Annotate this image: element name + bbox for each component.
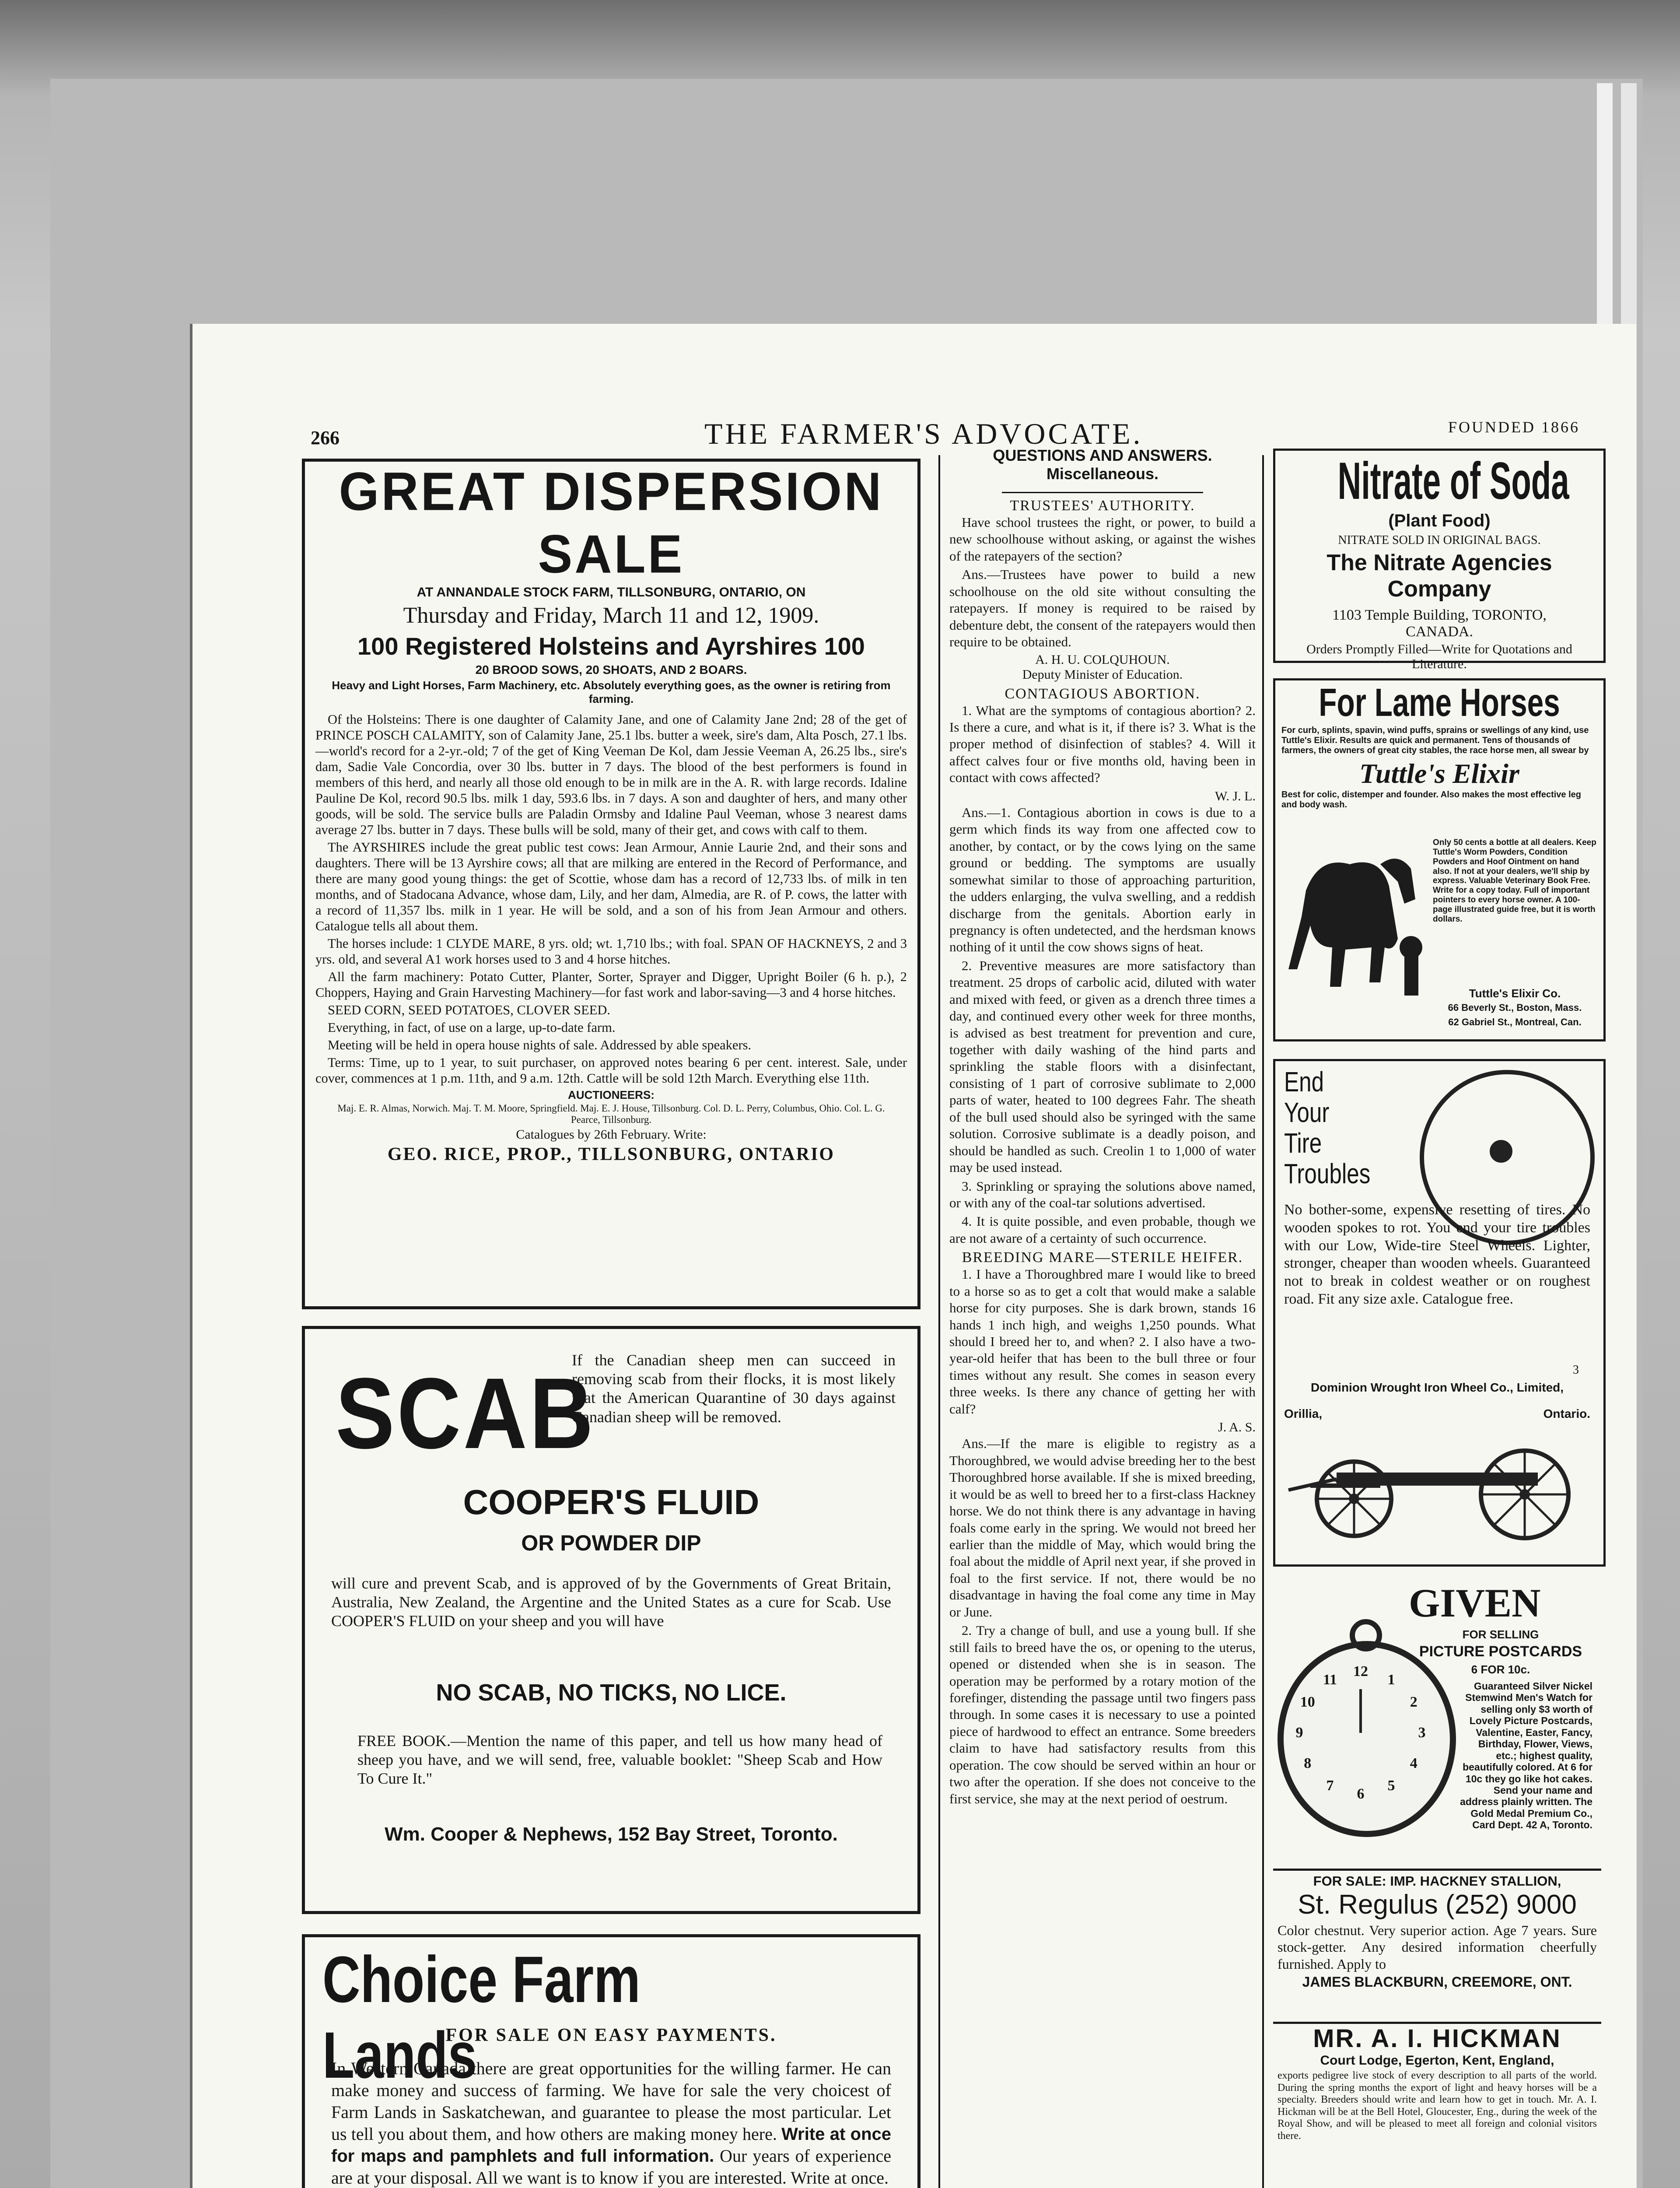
tuttle-brand: Tuttle's Elixir [1359, 758, 1519, 789]
coopers-fluid: COOPER'S FLUID [463, 1483, 760, 1522]
hickman-ad [1273, 2022, 1601, 2188]
newspaper-title: THE FARMER'S ADVOCATE. [704, 417, 1143, 450]
scab-ad [302, 1326, 920, 1914]
tire-body: No bother-some, expensive resetting of tires. No wooden spokes to rot. You end your tire troubles with our Low, Wide-tire Steel Wheels. Lighter, stronger, cheaper than wooden wheels. Guaranteed not to break in coldest weather or on roughest road. Fit any size axle. Catalogue free. [1284, 1202, 1590, 1307]
given-postcards: PICTURE POSTCARDS [1419, 1643, 1582, 1660]
watch-numeral: 6 [1357, 1786, 1365, 1802]
watch-numeral: 8 [1304, 1755, 1312, 1771]
tire-title-4: Troubles [1284, 1158, 1371, 1189]
watch-numeral: 10 [1300, 1694, 1315, 1710]
abortion-answer-2: 2. Preventive measures are more satisfactory than treatment. 25 drops of carbolic acid, diluted with water and mixed with feed, or given as a drench three times a day, and continued every other week for three months, is advised as best treatment for prevention and cure, together with daily washing of the hind parts and sprinkling the stable floors with a disinfectant, consisting of 1 part of corrosive sublimate to 2,000 parts of water, heated to 100 degrees Fahr. The sheath of the bull used should also be syringed with the same solution. Corrosive sublimate is a deadly poison, and should be handled as such. Creolin 1 to 1,000 of water may be used instead. [949, 957, 1256, 1175]
watch-numeral: 2 [1410, 1694, 1418, 1710]
given-body: Guaranteed Silver Nickel Stemwind Men's Watch for selling only $3 worth of Lovely Picture Postcards, Valentine, Easter, Fancy, Birthday, Flower, Views, etc.; highest quality, beautifully colored. At 6 for 10c they go like hot cakes. Send your name and address plainly written. The Gold Medal Premium Co., Card Dept. 42 A, Toronto. [1460, 1680, 1592, 1831]
nitrate-orders: Orders Promptly Filled—Write for Quotations and Literature. [1306, 642, 1572, 671]
abortion-answer-4: 4. It is quite possible, and even probable, though we are not aware of a certainty of such occurrence. [949, 1213, 1256, 1246]
qa-column [949, 446, 1256, 1809]
stallion-body: Color chestnut. Very superior action. Age 7 years. Sure stock-getter. Any desired information cheerfully furnished. Apply to [1278, 1922, 1597, 1972]
abortion-answer-3: 3. Sprinkling or spraying the solutions above named, or with any of the coal-tar solutions advertised. [949, 1178, 1256, 1210]
trustees-signature-title: Deputy Minister of Education. [1022, 667, 1183, 682]
horse-illustration [1280, 838, 1428, 1004]
dispersion-title: GREAT DISPERSION SALE [339, 461, 884, 585]
breeding-question: 1. I have a Thoroughbred mare I would like to breed to a horse so as to get a colt that would make a salable horse for city purposes. She is dark brown, stands 16 hands 1 inch high, and weighs 1,250 pounds. What should I breed her to, and when? 2. I also have a two-year-old heifer that has been to the bull three or four times without any result. She comes in season every three weeks. Is there any chance of getting her with calf? [949, 1266, 1256, 1417]
founded-date: FOUNDED 1866 [1448, 418, 1580, 436]
column-rule [938, 455, 940, 2188]
hickman-place: Court Lodge, Egerton, Kent, England, [1320, 2053, 1554, 2068]
dispersion-signature: GEO. RICE, PROP., TILLSONBURG, ONTARIO [387, 1144, 835, 1164]
abortion-heading: CONTAGIOUS ABORTION. [1004, 685, 1200, 702]
catalogues-note: Catalogues by 26th February. Write: [516, 1127, 707, 1142]
dispersion-machinery: All the farm machinery: Potato Cutter, Planter, Sorter, Sprayer and Digger, Upright Boiler (6 h. p.), 2 Choppers, Haying and Grain Harvesting Machinery—for fast work and labor-saving—3 and 4 horse hitches. [315, 969, 907, 1000]
farm-lands-subtitle: FOR SALE ON EASY PAYMENTS. [445, 2025, 777, 2045]
dispersion-everything: Everything, in fact, of use on a large, up-to-date farm. [328, 1020, 616, 1035]
nitrate-sold: NITRATE SOLD IN ORIGINAL BAGS. [1338, 533, 1541, 547]
tuttle-company: Tuttle's Elixir Co. [1469, 987, 1561, 1000]
tuttle-lead: For curb, splints, spavin, wind puffs, sprains or swellings of any kind, use Tuttle's Elixir. Results are quick and permanent. Tens of thousands of farmers, the owners of great city stables, the race horse men, all swear by [1281, 726, 1589, 755]
nitrate-address: 1103 Temple Building, TORONTO, CANADA. [1332, 607, 1547, 640]
tire-company: Dominion Wrought Iron Wheel Co., Limited, [1310, 1381, 1564, 1394]
hickman-body: exports pedigree live stock of every description to all parts of the world. During the spring months the export of light and heavy horses will be a specialty. Breeders should write and learn how to get in touch. Mr. A. I. Hickman will be at the Bell Hotel, Gloucester, Eng., during the week of the Royal Show, and will be pleased to meet all foreign and colonial visitors there. [1278, 2070, 1597, 2142]
watch-numeral: 5 [1387, 1778, 1395, 1794]
tuttle-address-1: 66 Beverly St., Boston, Mass. [1448, 1002, 1582, 1013]
steel-wheel-ad [1273, 1059, 1606, 1567]
dispersion-holsteins: Of the Holsteins: There is one daughter of Calamity Jane, and one of Calamity Jane 2nd; 28 of the get of PRINCE POSCH CALAMITY, son of Calamity Jane, 25.1 lbs. butter a week, sire's dam, Alta Posch, 27.1 lbs.—world's record for a 2-yr.-old; 7 of the get of King Veeman De Kol, dam Jessie Veeman A, 26.25 lbs., sire's dam, Sadie Vale Concordia, over 30 lbs. butter in 7 days. The blood of the best performers is found in members of this herd, and nearly all those old enough to be in milk are in the A. R. with large records. Idaline Pauline De Kol, record 90.5 lbs. milk 1 day, 593.6 lbs. in 7 days. A son and daughter of hers, and many other goods, will be sold. The service bulls are Paladin Ormsby and Idaline Paul Veeman, whose 3 nearest dams average 27 lbs. butter in 7 days. These bulls will be sold, many of their get, and cows with calf to them. [315, 712, 907, 837]
watch-crown-icon [1350, 1619, 1382, 1652]
watch-numeral: 11 [1323, 1671, 1337, 1688]
scab-slogan: NO SCAB, NO TICKS, NO LICE. [436, 1680, 787, 1706]
breeding-answer-2: 2. Try a change of bull, and use a young bull. If she still fails to breed have the os, or opening to the uterus, opened or distended when she is in season. The operation may be performed by a rotary motion of the forefinger, distending the passage until two fingers pass through. In some cases it is necessary to use a pointed piece of hardwood to effect an entrance. Some breeders claim to have had satisfactory results from this operation. The cow should be served within an hour or two after the operation. If she does not conceive to the first service, she may at the next period of oestrum. [949, 1623, 1256, 1806]
watch-face [1284, 1647, 1450, 1831]
nitrate-ad [1273, 449, 1606, 671]
column-rule [1262, 455, 1264, 2188]
trustees-heading: TRUSTEES' AUTHORITY. [1010, 498, 1195, 514]
abortion-signature: W. J. L. [1214, 789, 1256, 803]
dispersion-sows: 20 BROOD SOWS, 20 SHOATS, AND 2 BOARS. [475, 663, 747, 677]
hickman-name: MR. A. I. HICKMAN [1313, 2024, 1561, 2053]
auctioneers-label: AUCTIONEERS: [568, 1088, 654, 1101]
dispersion-horses: Heavy and Light Horses, Farm Machinery, etc. Absolutely everything goes, as the owner is retiring from farming. [332, 679, 891, 705]
dispersion-sale-ad [302, 459, 920, 1309]
tuttle-address-2: 62 Gabriel St., Montreal, Can. [1448, 1017, 1582, 1027]
watch-numeral: 12 [1353, 1663, 1368, 1680]
given-title: GIVEN [1409, 1581, 1541, 1625]
qa-heading: QUESTIONS AND ANSWERS. [993, 446, 1212, 464]
dispersion-ayrshires: The AYRSHIRES include the great public test cows: Jean Armour, Annie Laurie 2nd, and their sons and daughters. There will be 13 Ayrshire cows; all that are milking are entered in the Record of Performance, and there are many good young things: the get of Scottie, whose dam has a record of 12,733 lbs. of milk in ten months, and of Stadocana Advance, whose dam, Lily, and her dam, Almedia, are R. of P. cows, the latter with a record of 11,357 lbs. milk in 1 year. He will be sold, and a son of his from Jean Armour and others. Catalogue tells all about them. [315, 839, 907, 933]
abortion-question: 1. What are the symptoms of contagious abortion? 2. Is there a cure, and what is it, if there is? 3. What is the proper method of disinfection of stables? 4. Will it affect calves four or five months old, having been in contact with cows affected? [949, 702, 1256, 785]
stallion-contact: JAMES BLACKBURN, CREEMORE, ONT. [1302, 1974, 1572, 1990]
tire-title-1: End [1284, 1066, 1324, 1098]
watch-numeral: 9 [1295, 1725, 1303, 1741]
watch-numeral: 3 [1418, 1725, 1426, 1741]
breeding-signature: J. A. S. [1218, 1420, 1256, 1435]
postcards-ad [1273, 1580, 1601, 1851]
stallion-ad [1273, 1869, 1601, 2020]
tuttle-title: For Lame Horses [1319, 681, 1560, 725]
dispersion-dates: Thursday and Friday, March 11 and 12, 1909. [403, 603, 819, 628]
farm-lands-body: In Western Canada there are great opportunities for the willing farmer. He can make money and success of farming. We have for sale the very choicest of Farm Lands in Saskatchewan, and guarantee to please the most particular. Let us tell you about them, and how others are making money here. [331, 2058, 891, 2144]
trustees-question: Have school trustees the right, or power, to build a new schoolhouse without asking, or against the wishes of the ratepayers of the section? [949, 515, 1256, 564]
watch-numeral: 4 [1410, 1755, 1418, 1771]
qa-divider [1002, 492, 1203, 493]
newspaper-page [192, 324, 1636, 2188]
stallion-for-sale: FOR SALE: IMP. HACKNEY STALLION, [1313, 1873, 1561, 1889]
tire-province: Ontario. [1543, 1407, 1590, 1420]
tire-title-2: Your [1284, 1097, 1330, 1128]
page-number: 266 [311, 427, 340, 449]
auctioneers-list: Maj. E. R. Almas, Norwich. Maj. T. M. Moore, Springfield. Maj. E. J. House, Tillsonburg. Col. D. L. Perry, Columbus, Ohio. Col. L. G. Pearce, Tillsonburg. [337, 1102, 885, 1125]
dispersion-seed: SEED CORN, SEED POTATOES, CLOVER SEED. [328, 1002, 611, 1017]
farm-lands-bold: Write at once for maps and pamphlets and full information. [331, 2125, 892, 2166]
tuttle-colic: Best for colic, distemper and founder. Also makes the most effective leg and body wash. [1281, 790, 1581, 810]
scab-intro: If the Canadian sheep men can succeed in removing scab from their flocks, it is most likely that the American Quarantine of 30 days against Canadian sheep will be removed. [572, 1351, 896, 1426]
trustees-answer: Ans.—Trustees have power to build a new schoolhouse on the old site without consulting the ratepayers. If money is required to be raised by debenture debt, the consent of the ratepayers would then require to be obtained. [949, 567, 1256, 650]
abortion-answer-1: Ans.—1. Contagious abortion in cows is due to a germ which finds its way from one affected cow to another, by contact, or by the cows lying on the same ground or bedding. The symptoms are usually somewhat similar to those of approaching parturition, the udders enlarging, the vulva swelling, and a reddish discharge from the genitals. Abortion early in pregnancy is often undetected, and the herdsman knows nothing of it until the cow shows signs of heat. [949, 804, 1256, 955]
breeding-answer-1: Ans.—If the mare is eligible to registry as a Thoroughbred, we would advise breeding her to the best Thoroughbred horse available. If she is mixed breeding, it would be as well to breed her to a first-class Hackney horse. We do not think there is any advantage in having foals come early in the spring. We would not breed her earlier than the middle of May, which would bring the foal about the middle of April next year, if she proved in foal to the first service. If not, there would be no disadvantage in having the foal come any time in May or June. [949, 1436, 1256, 1620]
tuttle-ad [1273, 678, 1606, 1041]
dispersion-headline: 100 Registered Holsteins and Ayrshires 100 [357, 632, 865, 660]
farm-lands-ad [302, 1934, 920, 2188]
powder-dip: OR POWDER DIP [521, 1531, 701, 1555]
farm-lands-body2: Our years of experience are at your disposal. All we want is to know if you are interested. Write at once. [331, 2146, 892, 2188]
scab-title: SCAB [336, 1357, 596, 1469]
tire-number: 3 [1573, 1363, 1579, 1377]
dispersion-location: AT ANNANDALE STOCK FARM, TILLSONBURG, ONTARIO, ON [416, 585, 806, 600]
nitrate-title: Nitrate of Soda [1337, 452, 1569, 510]
farm-lands-title: Choice Farm Lands [322, 1943, 640, 2092]
tuttle-dealers: Only 50 cents a bottle at all dealers. Keep Tuttle's Worm Powders, Condition Powders and Hoof Ointment on hand also. If not at your dealers, we'll ship by express. Valuable Veterinary Book Free. Write for a copy today. Full of important pointers to every horse owner. A 100-page illustrated guide free, but it is worth dollars. [1433, 838, 1596, 924]
stallion-name: St. Regulus (252) 9000 [1298, 1890, 1577, 1920]
dispersion-terms: Terms: Time, up to 1 year, to suit purchaser, on approved notes bearing 6 per cent. interest. Sale, under cover, commences at 1 p.m. 11th, and 9 a.m. 12th. Cattle will be sold 12th March. Everything else 11th. [315, 1055, 907, 1086]
tire-town: Orillia, [1284, 1407, 1323, 1420]
dispersion-horses-detail: The horses include: 1 CLYDE MARE, 8 yrs. old; wt. 1,710 lbs.; with foal. SPAN OF HACKNEYS, 2 and 3 yrs. old, and several A1 work horses used to 3 and 4 horse hitches. [315, 936, 907, 967]
nitrate-sub: (Plant Food) [1388, 511, 1491, 530]
scab-address: Wm. Cooper & Nephews, 152 Bay Street, Toronto. [385, 1823, 838, 1845]
scab-free-book: FREE BOOK.—Mention the name of this paper, and tell us how many head of sheep you have, and we will send, free, valuable booklet: "Sheep Scab and How To Cure It." [357, 1732, 882, 1788]
qa-subheading: Miscellaneous. [1046, 465, 1159, 483]
wagon-illustration [1284, 1433, 1595, 1547]
given-price: 6 FOR 10c. [1471, 1663, 1530, 1676]
given-for-selling: FOR SELLING [1462, 1628, 1539, 1641]
tire-title-3: Tire [1284, 1127, 1322, 1159]
wheel-hub-icon [1490, 1140, 1512, 1163]
watch-numeral: 7 [1326, 1778, 1334, 1794]
breeding-heading: BREEDING MARE—STERILE HEIFER. [962, 1249, 1243, 1266]
scab-body: will cure and prevent Scab, and is approved of by the Governments of Great Britain, Australia, New Zealand, the Argentine and the United States as a cure for Scab. Use COOPER'S FLUID on your sheep and you will have [331, 1574, 891, 1630]
trustees-signature: A. H. U. COLQUHOUN. [1035, 652, 1170, 667]
watch-hand [1359, 1689, 1362, 1733]
nitrate-company: The Nitrate Agencies Company [1326, 550, 1552, 602]
dispersion-meeting: Meeting will be held in opera house nights of sale. Addressed by able speakers. [328, 1037, 752, 1052]
watch-numeral: 1 [1387, 1671, 1395, 1688]
